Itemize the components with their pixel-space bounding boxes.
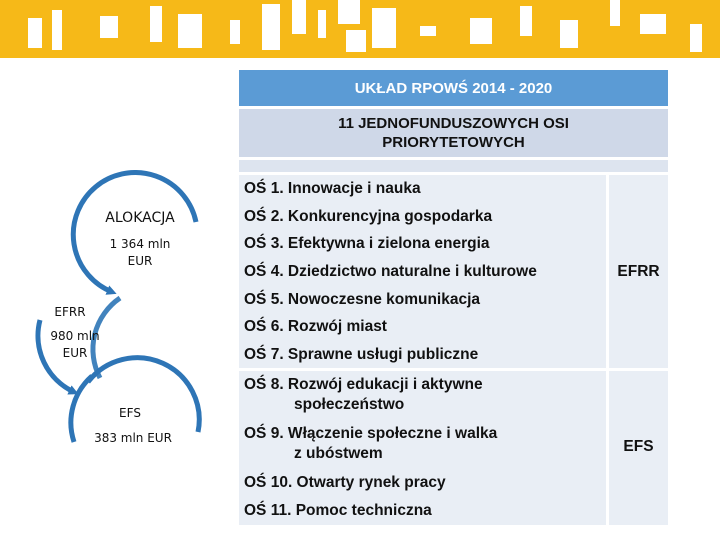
banner-block — [346, 30, 366, 52]
banner-block — [372, 8, 396, 48]
banner-block — [420, 26, 436, 36]
allocation-total-value-line: 1 364 mln — [109, 237, 171, 251]
allocation-efrr-value-line: EUR — [62, 346, 88, 360]
cycle-arrow-top — [73, 173, 196, 292]
axis-7: OŚ 7. Sprawne usługi publiczne — [244, 346, 479, 363]
fund-efs-label: EFS — [623, 438, 654, 455]
allocation-efs-label: EFS — [119, 406, 141, 420]
axis-3: OŚ 3. Efektywna i zielona energia — [244, 235, 490, 252]
axis-2: OŚ 2. Konkurencyjna gospodarka — [244, 208, 493, 225]
banner-block — [292, 0, 306, 34]
axis-4: OŚ 4. Dziedzictwo naturalne i kulturowe — [244, 263, 537, 280]
banner-block — [610, 0, 620, 26]
table-title: UKŁAD RPOWŚ 2014 - 2020 — [239, 70, 668, 106]
axis-8-line: OŚ 8. Rozwój edukacji i aktywne — [244, 376, 483, 393]
allocation-total-value — [90, 236, 190, 270]
banner-block — [338, 0, 360, 24]
header-divider — [239, 160, 668, 172]
banner-block — [470, 18, 492, 44]
allocation-efrr-value-line: 980 mln — [50, 329, 100, 343]
axis-1: OŚ 1. Innowacje i nauka — [244, 180, 421, 197]
banner-block — [640, 14, 666, 34]
banner-block — [52, 10, 62, 50]
banner-block — [230, 20, 240, 44]
axis-6: OŚ 6. Rozwój miast — [244, 318, 387, 335]
banner-block — [262, 4, 280, 50]
axis-10: OŚ 10. Otwarty rynek pracy — [244, 474, 446, 491]
cycle-arrow-bottom — [88, 358, 199, 432]
banner-block — [560, 20, 578, 48]
fund-efrr-label: EFRR — [617, 263, 660, 280]
axis-9-line: OŚ 9. Włączenie społeczne i walka — [244, 425, 498, 442]
allocation-total-label: ALOKACJA — [105, 210, 175, 226]
axis-9 — [244, 424, 544, 464]
banner-block — [28, 18, 42, 48]
allocation-cycle-diagram — [0, 170, 240, 470]
axis-8 — [244, 375, 544, 415]
axis-5: OŚ 5. Nowoczesne komunikacja — [244, 291, 481, 308]
banner-block — [150, 6, 162, 42]
top-banner — [0, 0, 720, 58]
banner-block — [100, 16, 118, 38]
axis-11: OŚ 11. Pomoc techniczna — [244, 502, 432, 519]
banner-block — [520, 6, 532, 36]
banner-block — [690, 24, 702, 52]
table-subtitle — [239, 109, 668, 157]
banner-block — [318, 10, 326, 38]
banner-block — [178, 14, 202, 48]
allocation-efrr-value — [40, 328, 110, 362]
table-subtitle-line: PRIORYTETOWYCH — [382, 134, 525, 151]
table-subtitle-line: 11 JEDNOFUNDUSZOWYCH OSI — [338, 115, 569, 132]
allocation-total-value-line: EUR — [127, 254, 153, 268]
axis-8-line: społeczeństwo — [294, 396, 405, 413]
axis-9-line: z ubóstwem — [294, 445, 383, 462]
allocation-efrr-label: EFRR — [54, 305, 86, 319]
allocation-efs-value: 383 mln EUR — [94, 431, 172, 445]
